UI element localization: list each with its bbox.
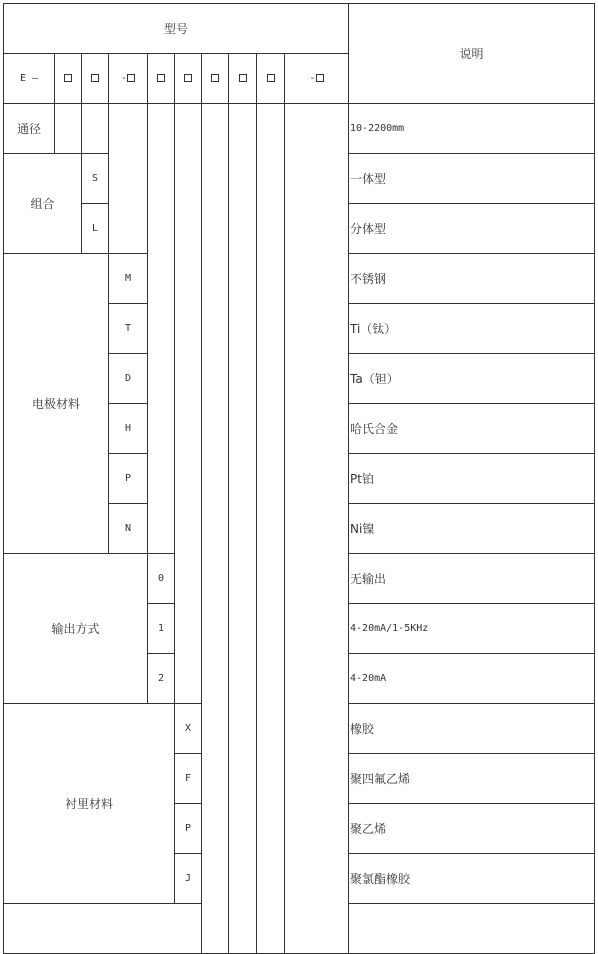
desc-diameter: 10-2200mm <box>349 104 595 154</box>
category-output: 输出方式 <box>4 554 148 704</box>
cut-off-row <box>4 904 202 954</box>
desc-electrode-h: 哈氏合金 <box>349 404 595 454</box>
description-header: 说明 <box>349 4 595 104</box>
empty-cell <box>349 904 595 954</box>
empty-cell <box>109 104 148 254</box>
code-electrode-p: P <box>109 454 148 504</box>
empty-cell <box>148 104 175 554</box>
desc-lining-p: 聚乙烯 <box>349 804 595 854</box>
code-electrode-h: H <box>109 404 148 454</box>
code-part-box <box>55 54 82 104</box>
code-part-prefix: E — <box>4 54 55 104</box>
placeholder-box-icon <box>211 74 219 82</box>
empty-column <box>229 104 257 954</box>
desc-lining-x: 橡胶 <box>349 704 595 754</box>
code-electrode-d: D <box>109 354 148 404</box>
desc-output-0: 无输出 <box>349 554 595 604</box>
desc-lining-j: 聚氯酯橡胶 <box>349 854 595 904</box>
code-part-box <box>257 54 285 104</box>
empty-column <box>202 104 229 954</box>
code-lining-j: J <box>175 854 202 904</box>
category-combination: 组合 <box>4 154 82 254</box>
desc-lining-f: 聚四氟乙烯 <box>349 754 595 804</box>
code-combination-s: S <box>82 154 109 204</box>
code-part-box <box>148 54 175 104</box>
empty-column <box>285 104 349 954</box>
placeholder-box-icon <box>316 74 324 82</box>
code-electrode-n: N <box>109 504 148 554</box>
desc-combination-l: 分体型 <box>349 204 595 254</box>
placeholder-box-icon <box>127 74 135 82</box>
desc-output-2: 4-20mA <box>349 654 595 704</box>
desc-output-1: 4-20mA/1-5KHz <box>349 604 595 654</box>
placeholder-box-icon <box>267 74 275 82</box>
empty-cell <box>55 104 82 154</box>
desc-electrode-d: Ta（钽） <box>349 354 595 404</box>
desc-electrode-m: 不锈钢 <box>349 254 595 304</box>
model-selection-table <box>3 3 595 954</box>
category-lining: 衬里材料 <box>4 704 175 904</box>
code-electrode-m: M <box>109 254 148 304</box>
code-lining-x: X <box>175 704 202 754</box>
code-part-dash-box: - <box>109 54 148 104</box>
code-lining-f: F <box>175 754 202 804</box>
code-part-box <box>202 54 229 104</box>
category-diameter: 通径 <box>4 104 55 154</box>
desc-electrode-t: Ti（钛） <box>349 304 595 354</box>
empty-cell <box>175 104 202 704</box>
desc-electrode-p: Pt铂 <box>349 454 595 504</box>
code-electrode-t: T <box>109 304 148 354</box>
code-part-box <box>229 54 257 104</box>
empty-cell <box>82 104 109 154</box>
placeholder-box-icon <box>157 74 165 82</box>
code-part-dash-box: - <box>285 54 349 104</box>
placeholder-box-icon <box>239 74 247 82</box>
code-output-0: 0 <box>148 554 175 604</box>
placeholder-box-icon <box>91 74 99 82</box>
code-output-1: 1 <box>148 604 175 654</box>
empty-column <box>257 104 285 954</box>
placeholder-box-icon <box>184 74 192 82</box>
code-output-2: 2 <box>148 654 175 704</box>
model-header: 型号 <box>4 4 349 54</box>
category-electrode: 电极材料 <box>4 254 109 554</box>
code-part-box <box>175 54 202 104</box>
code-part-box <box>82 54 109 104</box>
placeholder-box-icon <box>64 74 72 82</box>
code-combination-l: L <box>82 204 109 254</box>
desc-combination-s: 一体型 <box>349 154 595 204</box>
code-lining-p: P <box>175 804 202 854</box>
desc-electrode-n: Ni镍 <box>349 504 595 554</box>
